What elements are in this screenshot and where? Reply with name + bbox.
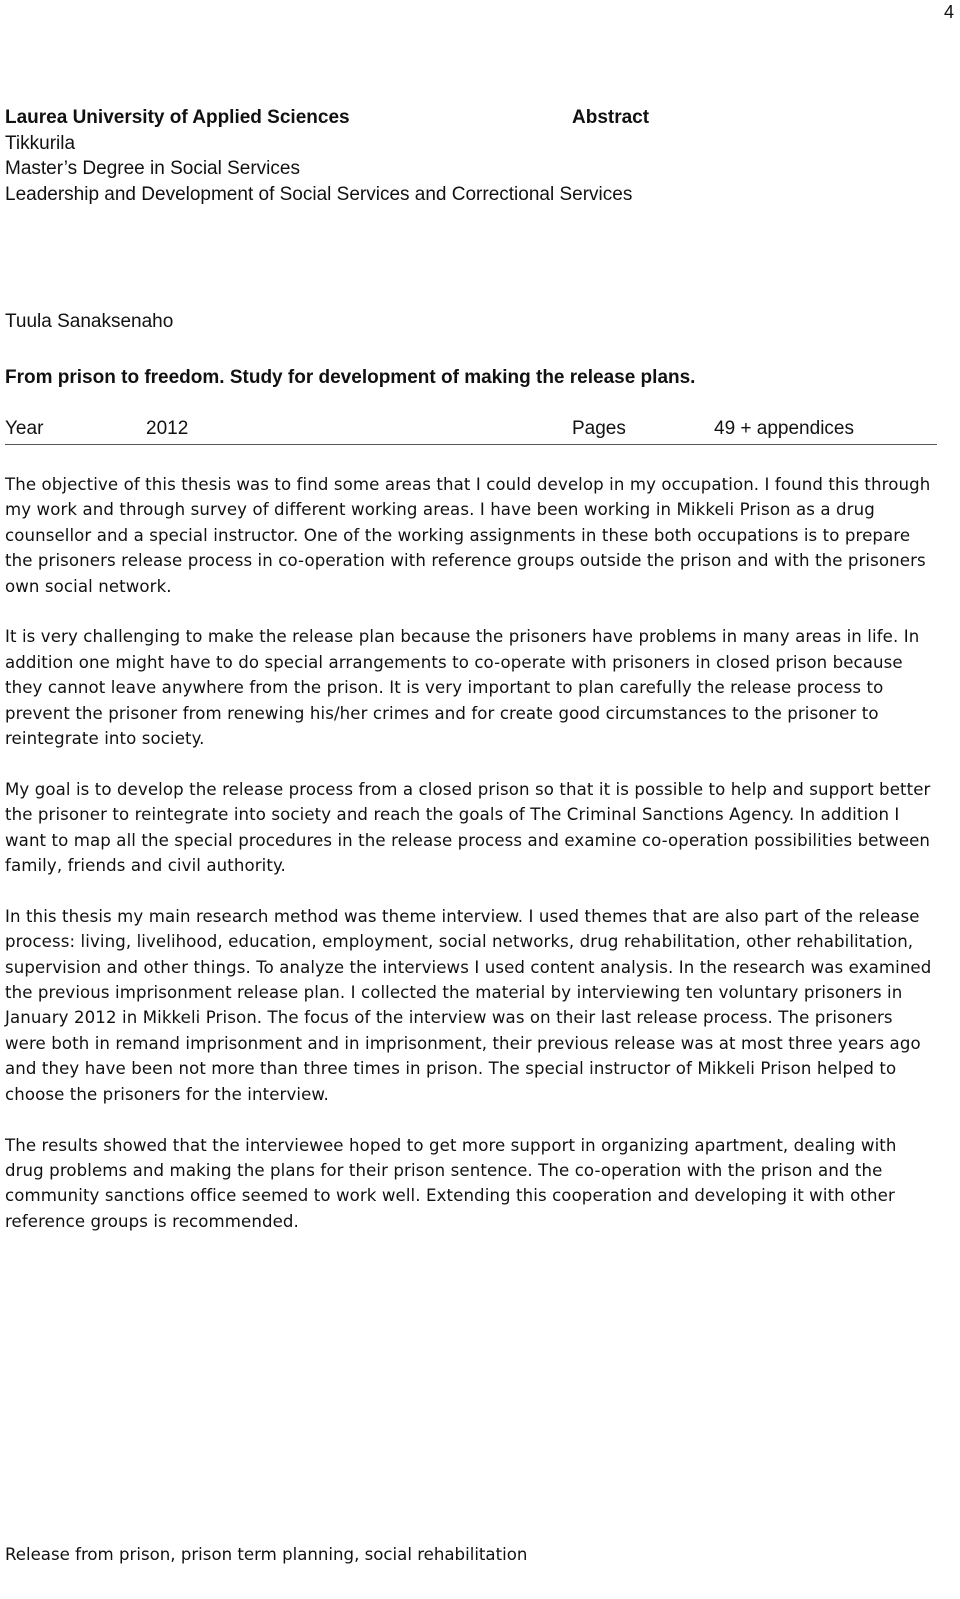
- keywords: Release from prison, prison term planning, social rehabilitation: [5, 1545, 528, 1564]
- programme-name: Leadership and Development of Social Services and Correctional Services: [5, 184, 633, 205]
- abstract-body: [5, 472, 935, 1260]
- abstract-paragraph: The results showed that the interviewee hoped to get more support in organizing apartment, dealing with drug problems and making the plans for their prison sentence. The co-operation with the prison and the community sanctions office seemed to work well. Extending this cooperation and developing it with other reference groups is recommended.: [5, 1135, 897, 1231]
- thesis-title: From prison to freedom. Study for development of making the release plans.: [5, 367, 696, 388]
- year-value: 2012: [146, 418, 189, 439]
- thesis-info-row: [5, 418, 937, 445]
- campus-name: Tikkurila: [5, 133, 76, 154]
- degree-name: Master’s Degree in Social Services: [5, 158, 300, 179]
- author-name: Tuula Sanaksenaho: [5, 311, 174, 332]
- pages-value: 49 + appendices: [714, 418, 854, 439]
- pages-label: Pages: [572, 418, 626, 439]
- abstract-paragraph: In this thesis my main research method was theme interview. I used themes that are also part of the release process: living, livelihood, education, employment, social networks, drug rehabilitation, other rehabilitation, supervision and other things. To analyze the interviews I used content analysis. In the research was examined the previous imprisonment release plan. I collected the material by interviewing ten voluntary prisoners in January 2012 in Mikkeli Prison. The focus of the interview was on their last release process. The prisoners were both in remand imprisonment and in imprisonment, their previous release was at most three years ago and they have been not more than three times in prison. The special instructor of Mikkeli Prison helped to choose the prisoners for the interview.: [5, 906, 932, 1104]
- abstract-paragraph: My goal is to develop the release process from a closed prison so that it is possible to help and support better the prisoner to reintegrate into society and reach the goals of The Criminal Sanctions Agency. In addition I want to map all the special procedures in the release process and examine co-operation possibilities between family, friends and civil authority.: [5, 779, 931, 876]
- document-type: Abstract: [572, 107, 650, 128]
- institution-name: Laurea University of Applied Sciences: [5, 107, 350, 128]
- abstract-paragraph: It is very challenging to make the release plan because the prisoners have problems in many areas in life. In addition one might have to do special arrangements to co-operate with prisoners in closed prison because they cannot leave anywhere from the prison. It is very important to plan carefully the release process to prevent the prisoner from renewing his/her crimes and for create good circumstances to the prisoner to reintegrate into society.: [5, 627, 920, 749]
- page-number: 4: [943, 2, 954, 22]
- year-label: Year: [5, 418, 44, 439]
- abstract-paragraph: The objective of this thesis was to find some areas that I could develop in my occupation. I found this through my work and through survey of different working areas. I have been working in Mikkeli Prison as a drug counsellor and a special instructor. One of the working assignments in these both occupations is to prepare the prisoners release process in co-operation with reference groups outside the prison and with the prisoners own social network.: [5, 475, 931, 596]
